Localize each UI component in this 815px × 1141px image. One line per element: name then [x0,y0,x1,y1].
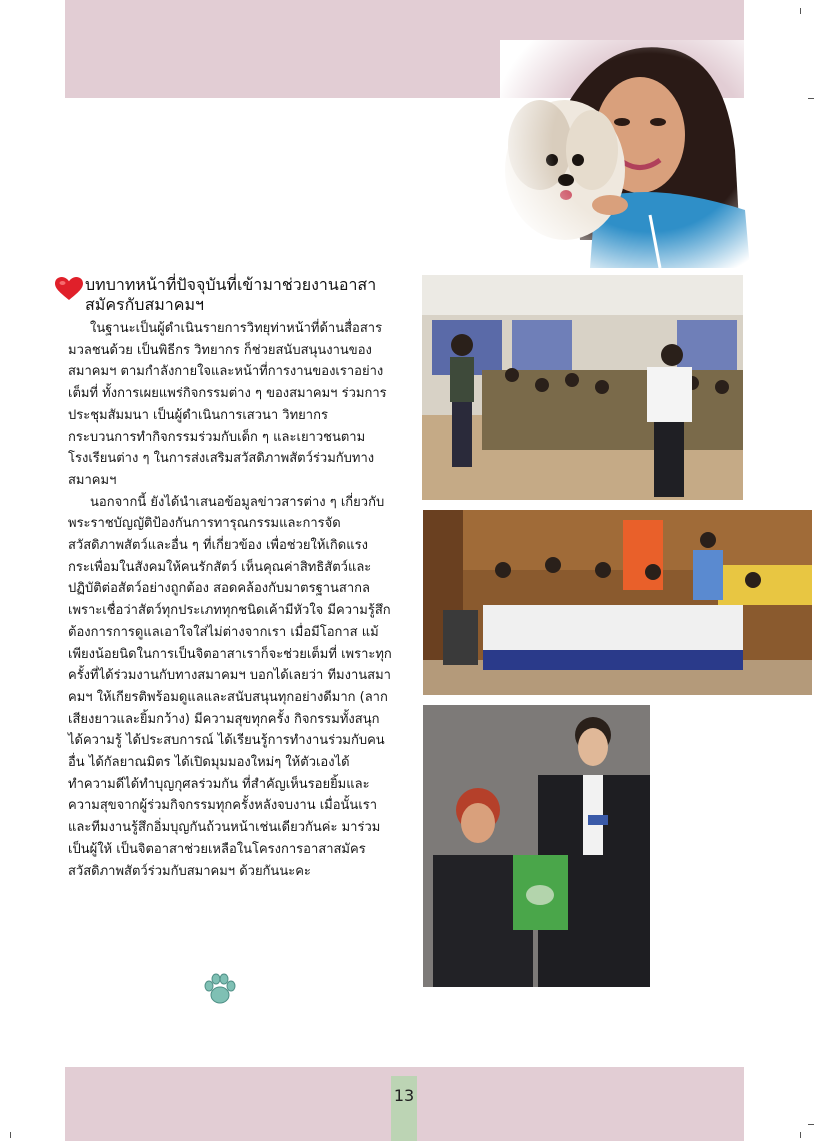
heart-icon [55,277,83,301]
section-heading: บทบาทหน้าที่ปัจจุบันที่เข้ามาช่วยงานอาสาสมัครกับสมาคมฯ [85,275,377,314]
paw-print-icon [203,972,237,1006]
crop-mark-right-edge-bottom [808,1124,814,1125]
page-number: 13 [393,1086,415,1105]
article-body [68,318,394,882]
crop-mark-bottom-right [800,1132,801,1138]
group-pose-photo [423,510,812,695]
crop-mark-bottom-left [10,1132,11,1138]
crop-mark-right-edge-top [808,98,814,99]
award-presentation-photo [423,705,650,987]
paragraph-1: ในฐานะเป็นผู้ดำเนินรายการวิทยุท่าหน้าที่ด้านสื่อสารมวลชนด้วย เป็นพิธีกร วิทยากร ก็ช่วยสนับสนุนงานของสมาคมฯ ตามกำลังกายใจและหน้าที่การงานของเราอย่างเต็มที่ ทั้งการเผยแพร่กิจกรรมต่าง ๆ ของสมาคมฯ ร่วมการประชุมสัมมนา เป็นผู้ดำเนินการเสวนา วิทยากรกระบวนการทำกิจกรรมร่วมกับเด็ก ๆ และเยาวชนตามโรงเรียนต่าง ๆ ในการส่งเสริมสวัสดิภาพสัตว์ร่วมกับทางสมาคมฯ [68,321,387,488]
paragraph-2: นอกจากนี้ ยังได้นำเสนอข้อมูลข่าวสารต่าง ๆ เกี่ยวกับพระราชบัญญัติป้องกันการทารุณกรรมและการจัดสวัสดิภาพสัตว์และอื่น ๆ ที่เกี่ยวข้อง เพื่อช่วยให้เกิดแรงกระเพื่อมในสังคมให้คนรักสัตว์ เห็นคุณค่าสิทธิสัตว์และปฏิบัติต่อสัตว์อย่างถูกต้อง สอดคล้องกับมาตรฐานสากล เพราะเชื่อว่าสัตว์ทุกประเภททุกชนิดเค้ามีหัวใจ มีความรู้สึก ต้องการการดูแลเอาใจใส่ไม่ต่างจากเรา เมื่อมีโอกาส แม้เพียงน้อยนิดในการเป็นจิตอาสาเราก็จะช่วยเต็มที่ เพราะทุกครั้งที่ได้ร่วมงานกับทางสมาคมฯ บอกได้เลยว่า ทีมงานสมาคมฯ ให้เกียรติพร้อมดูแลและสนับสนุนทุกอย่างดีมาก (ลากเสียงยาวและยิ้มกว้าง) มีความสุขทุกครั้ง กิจกรรมทั้งสนุกได้ความรู้ ได้ประสบการณ์ ได้เรียนรู้การทำงานร่วมกับคนอื่น ได้กัลยาณมิตร ได้เปิดมุมมองใหม่ๆ ให้ตัวเองได้ทำความดีได้ทำบุญกุศลร่วมกัน ที่สำคัญเห็นรอยยิ้มและความสุขจากผู้ร่วมกิจกรรมทุกครั้งหลังจบงาน เมื่อนั้นเราและทีมงานรู้สึกอิ่มบุญกันถ้วนหน้าเช่นเดียวกันค่ะ มาร่วมเป็นผู้ให้ เป็นจิตอาสาช่วยเหลือในโครงการอาสาสมัครสวัสดิภาพสัตว์ร่วมกับสมาคมฯ ด้วยกันนะคะ [68,494,392,879]
classroom-activity-photo [422,275,743,500]
crop-mark-top-right [800,8,801,14]
portrait-woman-with-dog-photo [500,40,750,268]
